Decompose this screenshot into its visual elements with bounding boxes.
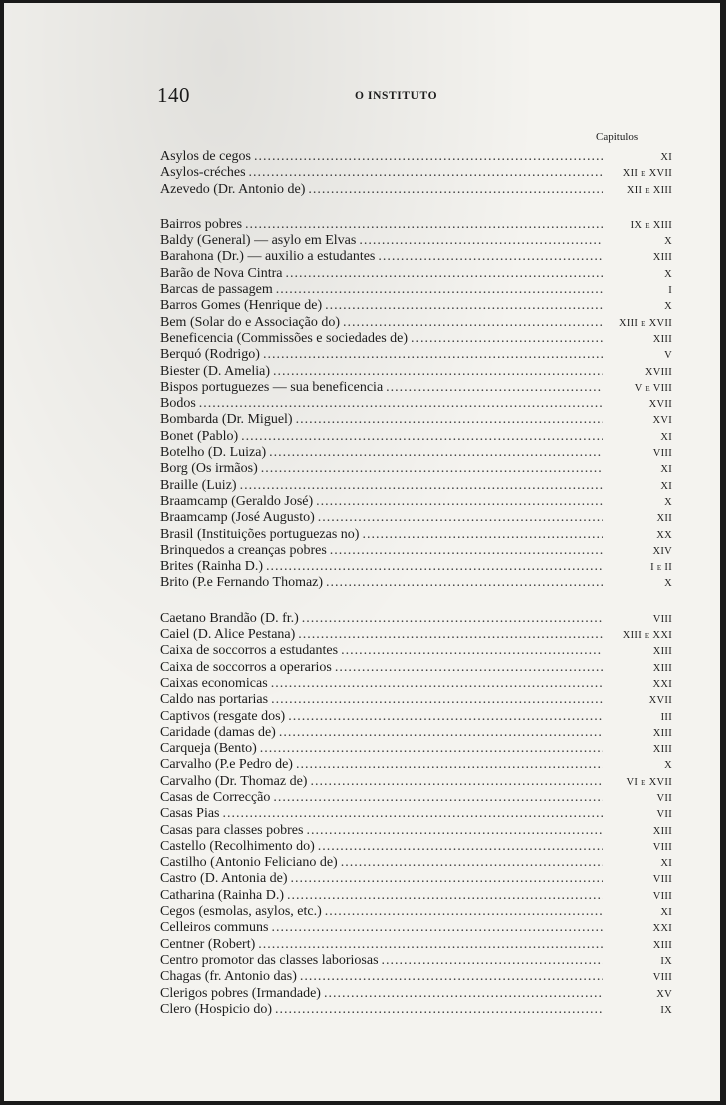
chapter-reference: I [668, 285, 672, 297]
index-term: Brinquedos a creanças pobres [160, 542, 327, 558]
chapter-reference: XIII e XXI [622, 630, 672, 642]
index-entry [160, 871, 672, 887]
chapter-reference: XXI [652, 678, 672, 690]
index-term: Catharina (Rainha D.) [160, 887, 285, 903]
index-term: Borg (Os irmãos) [160, 461, 258, 477]
index-entry [160, 709, 672, 725]
chapter-reference: XI [660, 480, 672, 492]
chapter-reference: VIII [652, 874, 672, 886]
dot-leader [273, 364, 603, 380]
dot-leader [223, 806, 604, 822]
index-entry [160, 790, 672, 806]
chapter-reference: XIV [652, 545, 672, 557]
index-term: Bonet (Pablo) [160, 428, 239, 444]
dot-leader [296, 757, 603, 773]
index-term: Carvalho (Dr. Thomaz de) [160, 773, 308, 789]
index-term: Captivos (resgate dos) [160, 708, 286, 724]
dot-leader [325, 904, 603, 920]
index-entry [160, 575, 672, 591]
dot-leader [249, 165, 603, 181]
index-term: Castello (Recolhimento do) [160, 838, 315, 854]
chapter-reference: VI e XVII [626, 776, 672, 788]
dot-leader [285, 266, 603, 282]
running-title: O INSTITUTO [355, 90, 438, 102]
index-entry [160, 380, 672, 396]
index-entry [160, 249, 672, 265]
dot-leader [378, 249, 603, 265]
index-entry [160, 543, 672, 559]
chapter-reference: XIII [652, 825, 672, 837]
chapter-reference: VII [656, 792, 672, 804]
dot-leader [382, 953, 603, 969]
index-entry [160, 937, 672, 953]
index-term: Brites (Rainha D.) [160, 559, 264, 575]
index-term: Asylos-créches [160, 165, 246, 181]
index-letter-group [160, 217, 672, 592]
index-term: Celleiros communs [160, 920, 269, 936]
chapter-reference: VII [656, 809, 672, 821]
index-term: Carqueja (Bento) [160, 741, 257, 757]
dot-leader [272, 920, 604, 936]
dot-leader [254, 149, 603, 165]
chapter-reference: VIII [652, 972, 672, 984]
index-term: Bodos [160, 396, 196, 412]
chapter-reference: XVI [652, 415, 672, 427]
chapter-reference: XI [660, 858, 672, 870]
index-term: Clero (Hospicio do) [160, 1001, 272, 1017]
chapter-reference: VIII [652, 890, 672, 902]
chapter-reference: XIII [652, 744, 672, 756]
index-term: Botelho (D. Luiza) [160, 445, 267, 461]
chapter-reference: XI [660, 464, 672, 476]
index-entry [160, 806, 672, 822]
dot-leader [325, 298, 603, 314]
chapter-reference: V [664, 350, 672, 362]
chapter-reference: VIII [652, 841, 672, 853]
chapter-reference: XIII [652, 252, 672, 264]
index-entry [160, 643, 672, 659]
chapter-reference: IX [660, 955, 672, 967]
index-term: Azevedo (Dr. Antonio de) [160, 181, 306, 197]
dot-leader [288, 709, 603, 725]
chapter-reference: XI [660, 152, 672, 163]
index-term: Bairros pobres [160, 216, 243, 232]
index-entry [160, 298, 672, 314]
dot-leader [273, 790, 603, 806]
dot-leader [326, 575, 603, 591]
index-letter-group [160, 149, 672, 198]
index-entry [160, 445, 672, 461]
chapter-reference: XVII [648, 399, 672, 411]
chapter-reference: XIII [652, 727, 672, 739]
chapter-reference: XXI [652, 923, 672, 935]
index-entry [160, 692, 672, 708]
index-entry [160, 627, 672, 643]
dot-leader [271, 676, 603, 692]
index-term: Beneficencia (Commissões e sociedades de) [160, 330, 409, 346]
index-entry [160, 233, 672, 249]
dot-leader [306, 823, 603, 839]
chapter-reference: XV [656, 988, 672, 1000]
index-term: Brasil (Instituições portuguezas no) [160, 526, 360, 542]
index-term: Berquó (Rodrigo) [160, 347, 260, 363]
dot-leader [411, 331, 603, 347]
index-entry [160, 217, 672, 233]
dot-leader [271, 692, 603, 708]
index-term: Casas de Correcção [160, 789, 271, 805]
index-entry [160, 347, 672, 363]
chapter-reference: XII e XVII [622, 168, 672, 180]
dot-leader [291, 871, 603, 887]
index-term: Barahona (Dr.) — auxilio a estudantes [160, 249, 376, 265]
alphabetical-index [160, 149, 672, 1018]
index-term: Casas Pias [160, 806, 220, 822]
dot-leader [308, 182, 603, 198]
index-entry [160, 266, 672, 282]
chapter-reference: XIII e XVII [618, 317, 672, 329]
dot-leader [296, 412, 603, 428]
index-entry [160, 774, 672, 790]
dot-leader [324, 986, 603, 1002]
index-entry [160, 527, 672, 543]
index-entry [160, 855, 672, 871]
dot-leader [300, 969, 603, 985]
chapter-reference: V e VIII [634, 382, 672, 394]
index-entry [160, 331, 672, 347]
dot-leader [316, 494, 603, 510]
dot-leader [245, 217, 603, 233]
chapter-reference: X [664, 268, 672, 280]
dot-leader [341, 643, 603, 659]
dot-leader [287, 888, 603, 904]
index-entry [160, 149, 672, 165]
dot-leader [261, 461, 603, 477]
book-page [4, 3, 720, 1101]
dot-leader [310, 774, 603, 790]
index-entry [160, 461, 672, 477]
chapter-reference: X [664, 578, 672, 590]
chapter-reference: X [664, 496, 672, 508]
index-term: Bombarda (Dr. Miguel) [160, 412, 293, 428]
dot-leader [199, 396, 603, 412]
index-term: Clerigos pobres (Irmandade) [160, 985, 321, 1001]
index-term: Caixas economicas [160, 675, 268, 691]
chapter-reference: X [664, 760, 672, 772]
index-entry [160, 611, 672, 627]
index-entry [160, 478, 672, 494]
chapter-reference: III [660, 711, 672, 723]
chapter-reference: XVIII [644, 366, 672, 378]
dot-leader [260, 741, 603, 757]
index-entry [160, 757, 672, 773]
chapter-reference: XIII [652, 939, 672, 951]
index-term: Caetano Brandão (D. fr.) [160, 610, 299, 626]
index-term: Bem (Solar do e Associação do) [160, 314, 341, 330]
index-entry [160, 182, 672, 198]
index-entry [160, 429, 672, 445]
index-entry [160, 953, 672, 969]
dot-leader [258, 937, 603, 953]
dot-leader [279, 725, 603, 741]
chapter-reference: I e II [650, 562, 672, 574]
index-term: Caiel (D. Alice Pestana) [160, 627, 296, 643]
dot-leader [240, 478, 603, 494]
index-entry [160, 494, 672, 510]
dot-leader [386, 380, 603, 396]
chapter-reference: XII [656, 513, 672, 525]
chapters-column-heading: Capitulos [596, 131, 639, 143]
chapter-reference: XI [660, 431, 672, 443]
chapter-reference: X [664, 301, 672, 313]
index-term: Braille (Luiz) [160, 477, 237, 493]
index-entry [160, 282, 672, 298]
index-entry [160, 412, 672, 428]
index-term: Bispos portuguezes — sua beneficencia [160, 379, 384, 395]
dot-leader [276, 282, 603, 298]
page-header [157, 83, 649, 109]
chapter-reference: XIII [652, 333, 672, 345]
chapter-reference: VIII [652, 613, 672, 625]
index-term: Baldy (General) — asylo em Elvas [160, 233, 357, 249]
index-entry [160, 165, 672, 181]
index-term: Centner (Robert) [160, 936, 256, 952]
index-term: Braamcamp (Geraldo José) [160, 493, 314, 509]
index-term: Cegos (esmolas, asylos, etc.) [160, 904, 322, 920]
dot-leader [330, 543, 603, 559]
index-entry [160, 364, 672, 380]
index-entry [160, 315, 672, 331]
dot-leader [263, 347, 603, 363]
index-term: Asylos de cegos [160, 149, 251, 164]
index-entry [160, 823, 672, 839]
index-term: Barcas de passagem [160, 282, 273, 298]
index-entry [160, 396, 672, 412]
index-entry [160, 741, 672, 757]
index-term: Castro (D. Antonia de) [160, 871, 288, 887]
index-entry [160, 839, 672, 855]
index-entry [160, 510, 672, 526]
chapter-reference: XII e XIII [626, 184, 672, 196]
chapter-reference: XIII [652, 662, 672, 674]
dot-leader [359, 233, 603, 249]
chapter-reference: X [664, 236, 672, 248]
dot-leader [266, 559, 603, 575]
chapter-reference: XIII [652, 646, 672, 658]
index-term: Chagas (fr. Antonio das) [160, 969, 297, 985]
index-entry [160, 986, 672, 1002]
index-entry [160, 969, 672, 985]
dot-leader [341, 855, 603, 871]
dot-leader [343, 315, 603, 331]
index-entry [160, 676, 672, 692]
index-term: Caldo nas portarias [160, 692, 269, 708]
dot-leader [275, 1002, 603, 1018]
index-term: Centro promotor das classes laboriosas [160, 952, 379, 968]
chapter-reference: XI [660, 907, 672, 919]
index-term: Carvalho (P.e Pedro de) [160, 757, 293, 773]
index-entry [160, 904, 672, 920]
chapter-reference: XVII [648, 695, 672, 707]
index-term: Barros Gomes (Henrique de) [160, 298, 323, 314]
index-term: Caridade (damas de) [160, 724, 276, 740]
index-term: Brito (P.e Fernando Thomaz) [160, 575, 324, 591]
chapter-reference: IX e XIII [630, 219, 672, 231]
index-term: Caixa de soccorros a estudantes [160, 643, 339, 659]
dot-leader [241, 429, 603, 445]
index-entry [160, 559, 672, 575]
index-entry [160, 660, 672, 676]
dot-leader [318, 839, 603, 855]
index-letter-group [160, 611, 672, 1018]
index-entry [160, 725, 672, 741]
index-term: Casas para classes pobres [160, 822, 304, 838]
dot-leader [269, 445, 603, 461]
index-term: Biester (D. Amelia) [160, 363, 271, 379]
chapter-reference: IX [660, 1004, 672, 1016]
index-term: Braamcamp (José Augusto) [160, 510, 315, 526]
dot-leader [362, 527, 603, 543]
index-entry [160, 920, 672, 936]
index-term: Castilho (Antonio Feliciano de) [160, 855, 338, 871]
page-number: 140 [157, 83, 190, 107]
index-entry [160, 888, 672, 904]
dot-leader [298, 627, 603, 643]
dot-leader [302, 611, 603, 627]
chapter-reference: XX [656, 529, 672, 541]
chapter-reference: VIII [652, 448, 672, 460]
dot-leader [335, 660, 603, 676]
index-entry [160, 1002, 672, 1018]
index-term: Barão de Nova Cintra [160, 265, 283, 281]
dot-leader [318, 510, 603, 526]
index-term: Caixa de soccorros a operarios [160, 659, 332, 675]
